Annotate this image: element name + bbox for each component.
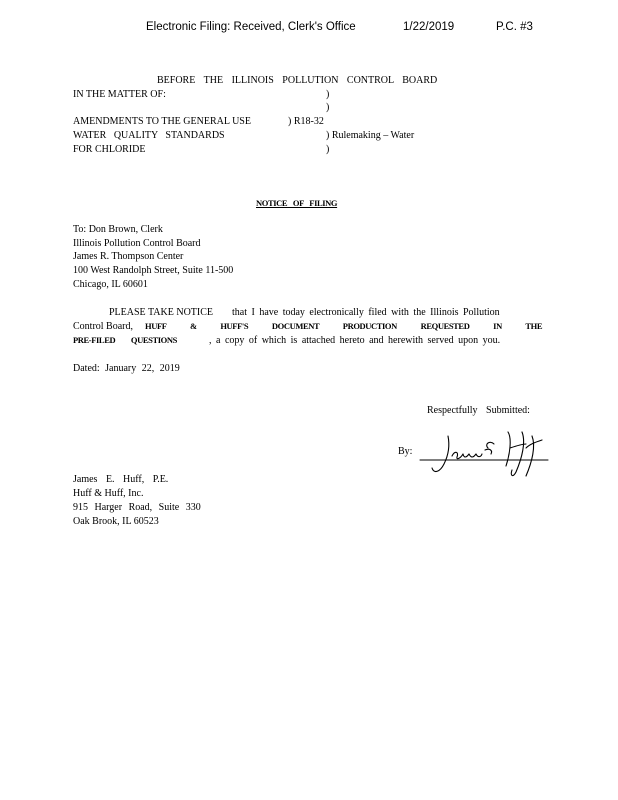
rulemaking-label: ) Rulemaking – Water [326, 130, 415, 141]
document-title: NOTICE OF FILING [256, 198, 338, 208]
notice-text-3: , a copy of which is attached hereto and herewith served upon you. [209, 335, 501, 346]
caption-paren: ) [326, 89, 330, 100]
signer-city: Oak Brook, IL 60523 [73, 516, 159, 527]
signature-image [418, 426, 554, 486]
closing: Respectfully Submitted: [427, 405, 530, 416]
caption-standards: WATER QUALITY STANDARDS [73, 130, 225, 141]
addressee-city: Chicago, IL 60601 [73, 279, 148, 290]
signer-name: James E. Huff, P.E. [73, 474, 169, 485]
addressee-street: 100 West Randolph Street, Suite 11-500 [73, 265, 234, 276]
by-label: By: [398, 446, 413, 457]
addressee-to: To: Don Brown, Clerk [73, 224, 163, 235]
caption-paren: ) [326, 102, 330, 113]
board-name: BEFORE THE ILLINOIS POLLUTION CONTROL BOARD [157, 75, 438, 86]
filing-date: 1/22/2019 [403, 21, 455, 33]
caption-matter: IN THE MATTER OF: [73, 89, 166, 100]
dated-line: Dated: January 22, 2019 [73, 363, 180, 374]
document-name: HUFF & HUFF'S DOCUMENT PRODUCTION REQUESTED IN THE [145, 321, 543, 331]
caption-paren: ) [326, 144, 330, 155]
signer-street: 915 Harger Road, Suite 330 [73, 502, 201, 513]
notice-lead: PLEASE TAKE NOTICE [109, 307, 214, 318]
caption-amendments: AMENDMENTS TO THE GENERAL USE [73, 116, 251, 127]
notice-text-1: that I have today electronically filed with the Illinois Pollution [232, 307, 500, 318]
docket-number: ) R18-32 [288, 116, 324, 127]
notice-text-2: Control Board, [73, 321, 133, 332]
document-name-cont: PRE-FILED QUESTIONS [73, 335, 177, 345]
filing-stamp-label: Electronic Filing: Received, Clerk's Office [146, 21, 356, 33]
signer-firm: Huff & Huff, Inc. [73, 488, 144, 499]
addressee-building: James R. Thompson Center [73, 251, 184, 262]
caption-chloride: FOR CHLORIDE [73, 144, 146, 155]
pc-number: P.C. #3 [496, 21, 533, 33]
addressee-org: Illinois Pollution Control Board [73, 238, 201, 249]
